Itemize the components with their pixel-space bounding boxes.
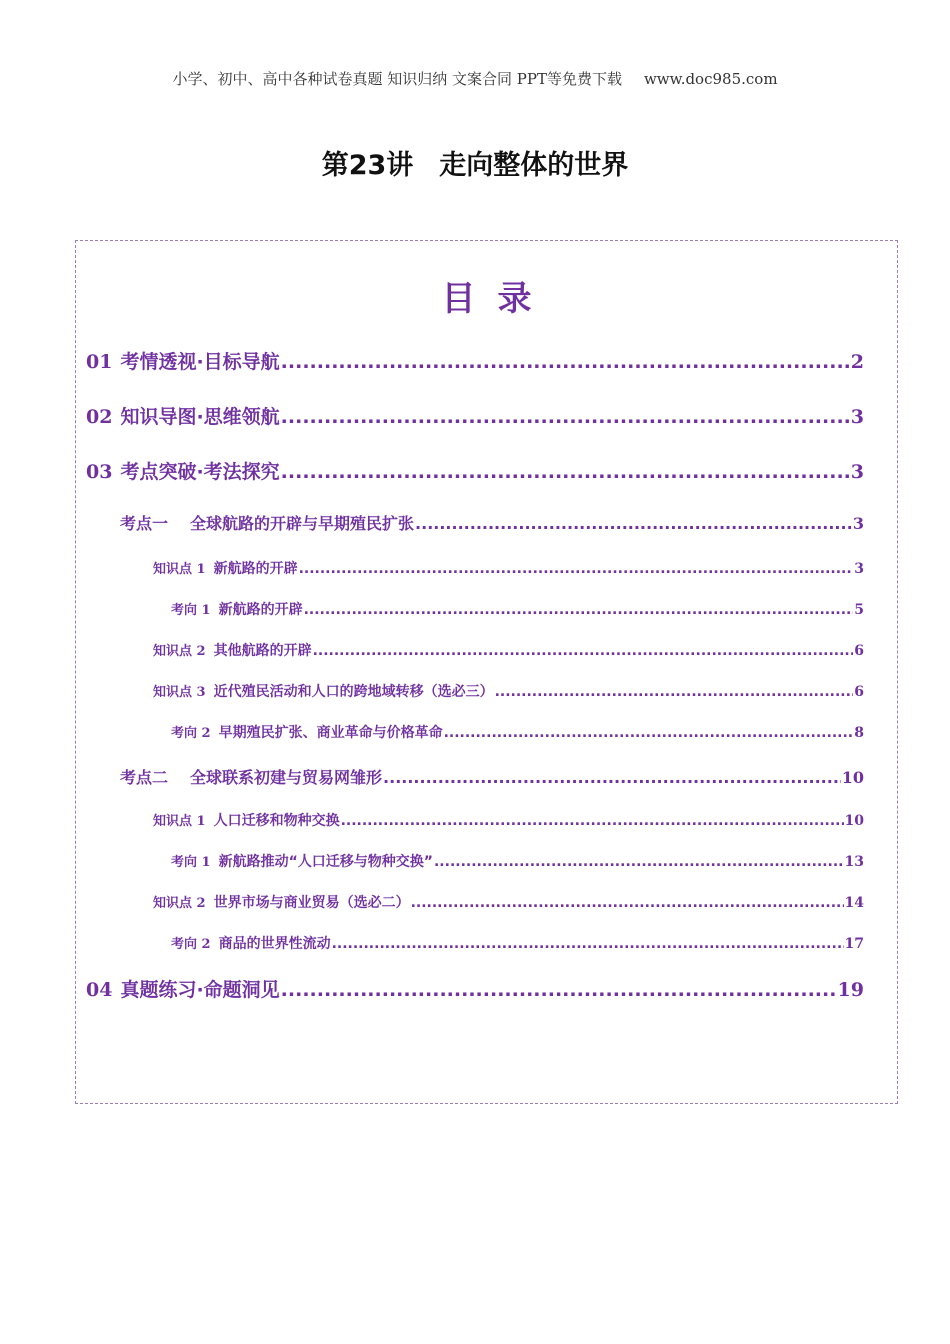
toc-entry-number: 知识点 3 [153, 685, 206, 700]
toc-entry-number: 04 [86, 979, 113, 1001]
toc-entry-04[interactable] [86, 975, 864, 1002]
toc-leader-dots [444, 725, 854, 741]
toc-entry-number: 知识点 2 [153, 896, 206, 911]
toc-entry-page: 8 [854, 725, 864, 741]
toc-entry-page: 10 [841, 768, 864, 787]
toc-entry-page: 2 [850, 351, 864, 373]
toc-entry-01[interactable] [86, 347, 864, 374]
toc-entry-page: 3 [852, 514, 864, 533]
toc-entry-number: 知识点 1 [153, 562, 206, 577]
toc-entry-label: 新航路的开辟 [218, 602, 303, 618]
toc-entry-page: 5 [854, 602, 864, 618]
page-header [0, 68, 950, 89]
toc-entry-kaoxiang[interactable] [171, 933, 864, 953]
toc-entry-label: 其他航路的开辟 [213, 643, 312, 659]
toc-entry-label: 早期殖民扩张、商业革命与价格革命 [218, 725, 443, 741]
toc-leader-dots [341, 813, 844, 829]
toc-entry-label: 商品的世界性流动 [218, 936, 331, 952]
toc-entry-page: 19 [837, 979, 864, 1001]
toc-entry-zhishidian[interactable] [153, 892, 864, 912]
toc-entry-kaoxiang[interactable] [171, 599, 864, 619]
toc-entry-kaoxiang[interactable] [171, 722, 864, 742]
toc-entry-label: 真题练习·命题洞见 [120, 979, 280, 1001]
toc-entry-page: 13 [844, 854, 864, 870]
toc-leader-dots [281, 461, 850, 483]
toc-entry-number: 考向 1 [171, 855, 211, 870]
toc-entry-page: 6 [854, 643, 864, 659]
toc-entry-label: 全球联系初建与贸易网雏形 [190, 768, 383, 787]
header-text: 小学、初中、高中各种试卷真题 知识归纳 文案合同 PPT等免费下载 [172, 70, 622, 88]
toc-entry-page: 3 [850, 406, 864, 428]
toc-entry-label: 新航路推动“人口迁移与物种交换” [218, 854, 433, 870]
toc-leader-dots [411, 895, 844, 911]
header-site[interactable]: www.doc985.com [643, 70, 778, 88]
toc-leader-dots [332, 936, 844, 952]
toc-entry-number: 考点二 [120, 768, 169, 787]
toc-entry-label: 全球航路的开辟与早期殖民扩张 [190, 514, 415, 533]
toc-leader-dots [299, 561, 854, 577]
toc-entry-page: 10 [844, 813, 864, 829]
toc-entry-zhishidian[interactable] [153, 640, 864, 660]
toc-entry-label: 考点突破·考法探究 [120, 461, 280, 483]
toc-entry-zhishidian[interactable] [153, 681, 864, 701]
toc-leader-dots [304, 602, 854, 618]
toc-entry-page: 17 [844, 936, 864, 952]
toc-entry-label: 世界市场与商业贸易（选必二） [213, 895, 410, 911]
toc-leader-dots [281, 406, 850, 428]
toc-heading: 目录 [441, 279, 554, 319]
toc-entry-label: 人口迁移和物种交换 [213, 813, 340, 829]
toc-leader-dots [281, 351, 850, 373]
toc-leader-dots [495, 684, 854, 700]
toc-entry-page: 14 [844, 895, 864, 911]
toc-entry-page: 3 [850, 461, 864, 483]
toc-entry-zhishidian[interactable] [153, 810, 864, 830]
toc-entry-kaodian-1[interactable] [120, 511, 864, 534]
toc-entry-number: 考向 2 [171, 726, 211, 741]
toc-entry-number: 考向 1 [171, 603, 211, 618]
toc-entry-number: 03 [86, 461, 113, 483]
toc-entry-page: 6 [854, 684, 864, 700]
lecture-number: 第23讲 [321, 150, 414, 181]
toc-entry-label: 新航路的开辟 [213, 561, 298, 577]
toc-entry-number: 02 [86, 406, 113, 428]
toc-entry-label: 近代殖民活动和人口的跨地域转移（选必三） [213, 684, 494, 700]
toc-entry-02[interactable] [86, 402, 864, 429]
toc-leader-dots [383, 768, 841, 787]
table-of-contents [75, 240, 898, 1104]
toc-entry-number: 知识点 2 [153, 644, 206, 659]
toc-entry-03[interactable] [86, 457, 864, 484]
lecture-name: 走向整体的世界 [439, 150, 629, 181]
toc-leader-dots [434, 854, 844, 870]
toc-entry-number: 考向 2 [171, 937, 211, 952]
toc-leader-dots [415, 514, 852, 533]
lecture-title [0, 143, 950, 182]
toc-entry-number: 知识点 1 [153, 814, 206, 829]
toc-leader-dots [313, 643, 854, 659]
toc-entry-kaodian-2[interactable] [120, 765, 864, 788]
toc-entry-label: 考情透视·目标导航 [120, 351, 280, 373]
toc-entry-page: 3 [854, 561, 864, 577]
toc-entry-kaoxiang[interactable] [171, 851, 864, 871]
toc-entry-number: 01 [86, 351, 113, 373]
toc-leader-dots [281, 979, 837, 1001]
toc-entry-zhishidian[interactable] [153, 558, 864, 578]
toc-entry-number: 考点一 [120, 514, 169, 533]
toc-entry-label: 知识导图·思维领航 [120, 406, 280, 428]
